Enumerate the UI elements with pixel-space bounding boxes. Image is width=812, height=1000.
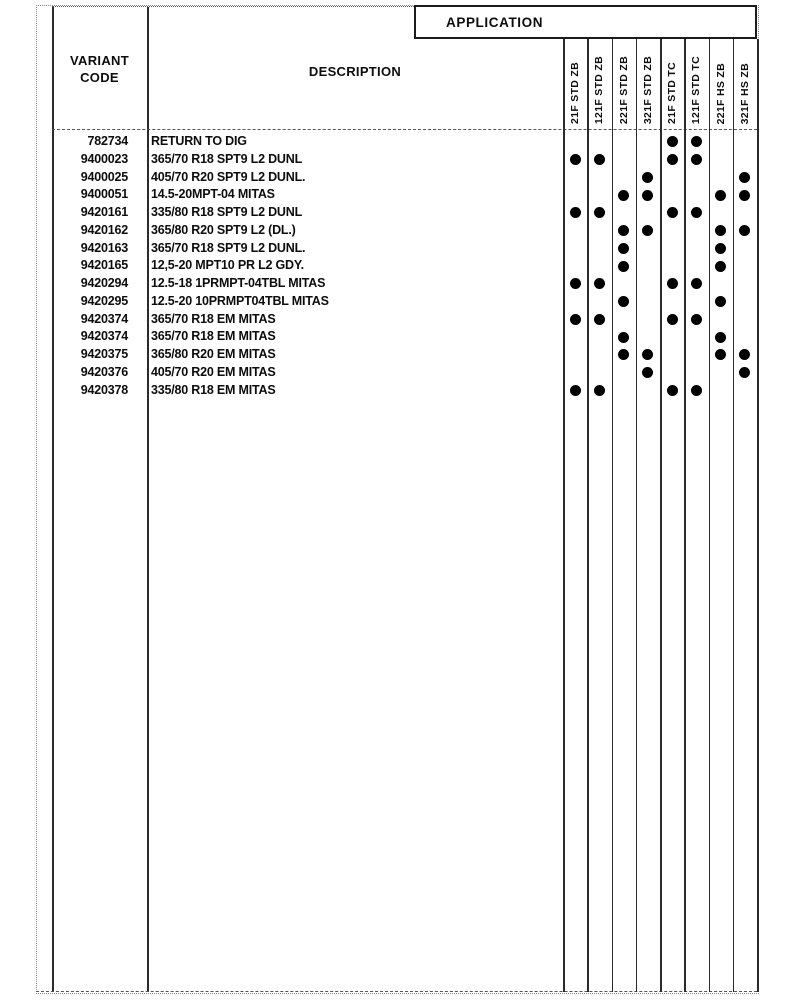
- application-dot: [715, 225, 726, 236]
- application-column-header: [563, 39, 587, 130]
- application-dot: [667, 314, 678, 325]
- application-dot: [570, 314, 581, 325]
- application-dot: [594, 154, 605, 165]
- application-column-header-label: 121F STD TC: [690, 55, 703, 124]
- table-row: [52, 382, 757, 400]
- variant-code-cell: 9420165: [80, 258, 128, 273]
- variant-code-cell: 9420161: [80, 205, 128, 219]
- variant-code-cell: 9420378: [80, 382, 128, 397]
- application-dot: [618, 296, 629, 307]
- description-cell: 365/80 R20 EM MITAS: [151, 347, 276, 361]
- application-dot: [691, 385, 702, 396]
- description-header: DESCRIPTION: [308, 64, 402, 79]
- table-row: [52, 311, 757, 329]
- variant-header-line2: CODE: [80, 70, 119, 85]
- description-cell: 12,5-20 MPT10 PR L2 GDY.: [151, 258, 304, 273]
- application-column-header: [587, 39, 611, 130]
- application-column-header-label: 221F HS ZB: [714, 62, 727, 124]
- table-row: [52, 204, 757, 222]
- application-dot: [715, 243, 726, 254]
- variant-code-cell: 9400023: [80, 151, 128, 166]
- application-dot: [594, 385, 605, 396]
- application-dot: [739, 349, 750, 360]
- application-column-header-label: 321F STD ZB: [641, 55, 654, 124]
- description-cell: 12.5-18 1PRMPT-04TBL MITAS: [151, 276, 326, 290]
- description-cell: 14.5-20MPT-04 MITAS: [151, 187, 275, 202]
- description-cell: 405/70 R20 EM MITAS: [151, 364, 276, 379]
- description-cell: 365/70 R18 EM MITAS: [151, 329, 276, 344]
- variant-code-cell: 9420374: [80, 329, 128, 344]
- application-dot: [691, 314, 702, 325]
- application-column-header-label: 321F HS ZB: [738, 62, 751, 124]
- application-dot: [667, 278, 678, 289]
- table-row: [52, 151, 757, 169]
- application-dot: [570, 207, 581, 218]
- variant-header-line1: VARIANT: [70, 53, 129, 68]
- application-dot: [667, 154, 678, 165]
- variant-code-cell: 9420376: [80, 364, 128, 379]
- variant-code-cell: 9420162: [80, 222, 128, 237]
- application-dot: [715, 190, 726, 201]
- description-cell: 365/70 R18 EM MITAS: [151, 311, 276, 326]
- application-dot: [667, 207, 678, 218]
- application-dot: [642, 367, 653, 378]
- description-cell: 365/70 R18 SPT9 L2 DUNL: [151, 151, 303, 166]
- table-row: [52, 328, 757, 346]
- variant-code-cell: 9420374: [80, 311, 128, 326]
- description-cell: 365/80 R20 SPT9 L2 (DL.): [151, 222, 296, 237]
- variant-code-cell: 9420294: [80, 276, 128, 290]
- table-row: [52, 364, 757, 382]
- application-column-header: [684, 39, 708, 130]
- table-row: [52, 133, 757, 151]
- application-dot: [739, 190, 750, 201]
- application-dot: [594, 314, 605, 325]
- description-cell: 405/70 R20 SPT9 L2 DUNL.: [151, 169, 306, 184]
- application-column-header: [612, 39, 636, 130]
- variant-code-cell: 9420375: [80, 347, 128, 361]
- application-dot: [715, 261, 726, 272]
- application-dot: [618, 332, 629, 343]
- description-cell: 335/80 R18 SPT9 L2 DUNL: [151, 205, 303, 219]
- application-dot: [691, 278, 702, 289]
- application-dot: [618, 225, 629, 236]
- variant-code-cell: 9400025: [80, 169, 128, 184]
- application-dot: [642, 349, 653, 360]
- variant-code-cell: 9420295: [80, 293, 128, 308]
- application-dot: [715, 349, 726, 360]
- application-column-header: [660, 39, 684, 130]
- application-dot: [691, 136, 702, 147]
- table-row: [52, 222, 757, 240]
- application-dot: [667, 136, 678, 147]
- application-dot: [642, 190, 653, 201]
- application-dot: [691, 207, 702, 218]
- description-cell: 12.5-20 10PRMPT04TBL MITAS: [151, 293, 329, 308]
- table-row: [52, 275, 757, 293]
- application-column-line: [757, 39, 759, 992]
- table-row: [52, 257, 757, 275]
- table-body: [52, 133, 757, 401]
- table-row: [52, 346, 757, 364]
- application-column-header-label: 121F STD ZB: [593, 55, 606, 124]
- application-dot: [594, 278, 605, 289]
- application-dot: [739, 367, 750, 378]
- variant-code-cell: 9400051: [80, 187, 128, 202]
- application-dot: [642, 172, 653, 183]
- table-row: [52, 169, 757, 187]
- application-dot: [739, 172, 750, 183]
- application-dot: [715, 296, 726, 307]
- application-dot: [618, 261, 629, 272]
- application-column-header: [636, 39, 660, 130]
- table-bottom-border: [36, 991, 757, 992]
- application-column-header: [709, 39, 733, 130]
- application-column-header-label: 221F STD ZB: [617, 55, 630, 124]
- description-cell: RETURN TO DIG: [151, 134, 247, 148]
- application-dot: [642, 225, 653, 236]
- application-header-box: [414, 5, 757, 39]
- variant-code-header: [52, 52, 147, 86]
- application-dot: [739, 225, 750, 236]
- table-top-border: [52, 6, 414, 7]
- application-dot: [618, 349, 629, 360]
- application-column-headers: [563, 39, 757, 130]
- variant-code-cell: 9420163: [80, 240, 128, 255]
- table-row: [52, 240, 757, 258]
- application-dot: [570, 278, 581, 289]
- application-header-label: APPLICATION: [446, 14, 544, 30]
- variant-code-cell: 782734: [87, 134, 128, 148]
- application-dot: [691, 154, 702, 165]
- description-cell: 365/70 R18 SPT9 L2 DUNL.: [151, 240, 306, 255]
- application-dot: [618, 243, 629, 254]
- description-cell: 335/80 R18 EM MITAS: [151, 382, 276, 397]
- application-dot: [570, 385, 581, 396]
- table-row: [52, 186, 757, 204]
- application-column-header-label: 21F STD TC: [666, 62, 679, 124]
- application-column-header-label: 21F STD ZB: [569, 62, 582, 124]
- table-row: [52, 293, 757, 311]
- application-dot: [618, 190, 629, 201]
- application-dot: [715, 332, 726, 343]
- application-dot: [594, 207, 605, 218]
- application-column-header: [733, 39, 757, 130]
- application-dot: [667, 385, 678, 396]
- application-dot: [570, 154, 581, 165]
